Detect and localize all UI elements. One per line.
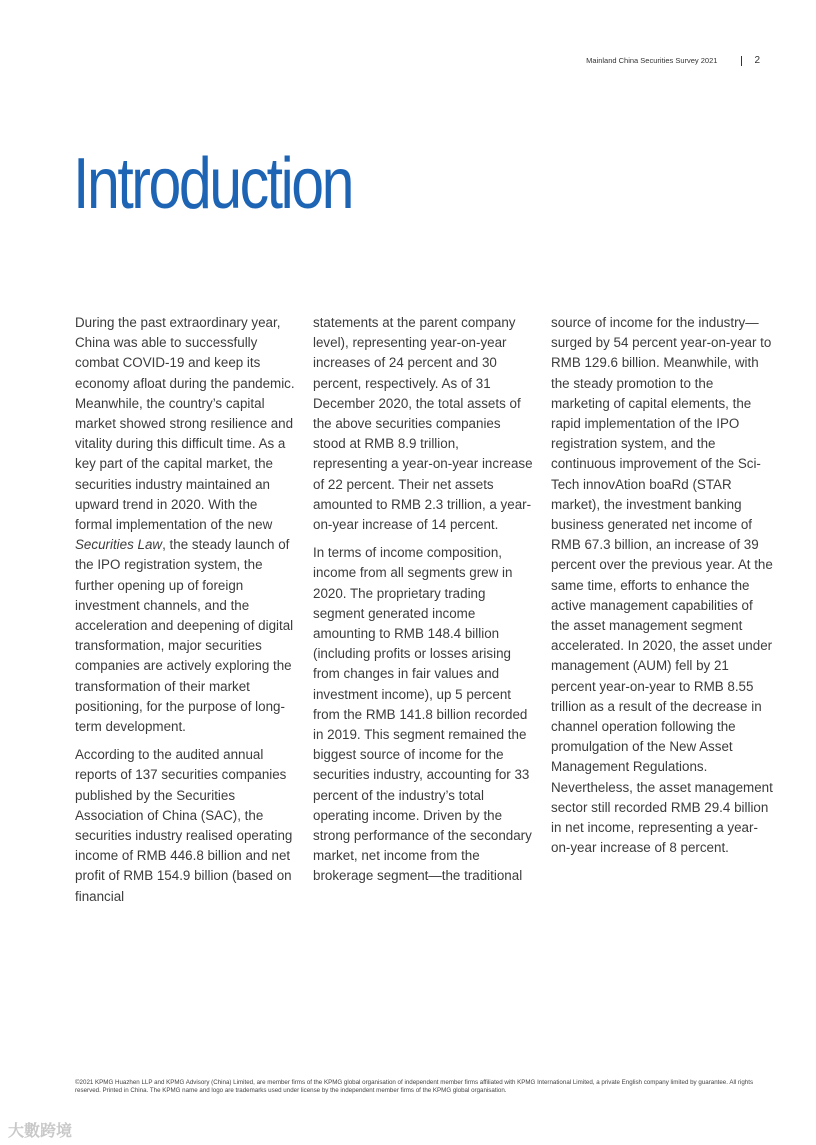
- running-title: Mainland China Securities Survey 2021: [586, 56, 718, 65]
- page-header: [586, 55, 760, 66]
- paragraph: [75, 313, 297, 737]
- paragraph: statements at the parent company level), representing year-on-year increases of 24 percent and 30 percent, respectively. As of 31 December 2020, the total assets of the above securities companies stood at RMB 8.9 trillion, representing a year-on-year increase of 22 percent. Their net assets amounted to RMB 2.3 trillion, a year-on-year increase of 14 percent.: [313, 315, 533, 533]
- paragraph-text: , the steady launch of the IPO registration system, the further opening up of foreign investment channels, and the acceleration and deepening of digital transformation, major securities companies are actively exploring the transformation of their market positioning, for the purpose of long-term development.: [75, 537, 294, 735]
- paragraph: source of income for the industry—surged by 54 percent year-on-year to RMB 129.6 billion. Meanwhile, with the steady promotion to the marketing of capital elements, the rapid implementation of the IPO registration system, and the continuous improvement of the Sci-Tech innovAtion boaRd (STAR market), the investment banking business generated net income of RMB 67.3 billion, an increase of 39 percent over the previous year. At the same time, efforts to enhance the active management capabilities of the asset management segment accelerated. In 2020, the asset under management (AUM) fell by 21 percent year-on-year to RMB 8.55 trillion as a result of the decrease in channel operation following the promulgation of the New Asset Management Regulations. Nevertheless, the asset management sector still recorded RMB 29.4 billion in net income, representing a year-on-year increase of 8 percent.: [551, 315, 773, 856]
- page-number: 2: [754, 55, 760, 66]
- copyright-footer: ©2021 KPMG Huazhen LLP and KPMG Advisory (China) Limited, are member firms of the KPMG global organisation of independent member firms affiliated with KPMG International Limited, a private English company limited by guarantee. All rights reserved. Printed in China. The KPMG name and logo are trademarks used under license by the independent member firms of the KPMG global organisation.: [75, 1079, 754, 1094]
- body-column-1: [75, 313, 297, 915]
- page-title: Introduction: [73, 144, 353, 224]
- body-column-3: [551, 313, 773, 866]
- paragraph: According to the audited annual reports of 137 securities companies published by the Securities Association of China (SAC), the securities industry realised operating income of RMB 446.8 billion and net profit of RMB 154.9 billion (based on financial: [75, 747, 293, 904]
- body-column-2: [313, 313, 535, 895]
- paragraph: In terms of income composition, income from all segments grew in 2020. The proprietary trading segment generated income amounting to RMB 148.4 billion (including profits or losses arising from changes in fair values and investment income), up 5 percent from the RMB 141.8 billion recorded in 2019. This segment remained the biggest source of income for the securities industry, accounting for 33 percent of the industry’s total operating income. Driven by the strong performance of the secondary market, net income from the brokerage segment—the traditional: [313, 545, 532, 884]
- paragraph-text: During the past extraordinary year, China was able to successfully combat COVID-19 and keep its economy afloat during the pandemic. Meanwhile, the country’s capital market showed strong resilience and vitality during this difficult time. As a key part of the capital market, the securities industry maintained an upward trend in 2020. With the formal implementation of the new: [75, 315, 295, 533]
- header-divider: [741, 56, 742, 66]
- watermark: 大數跨境: [8, 1123, 73, 1140]
- italic-term: Securities Law: [75, 537, 163, 553]
